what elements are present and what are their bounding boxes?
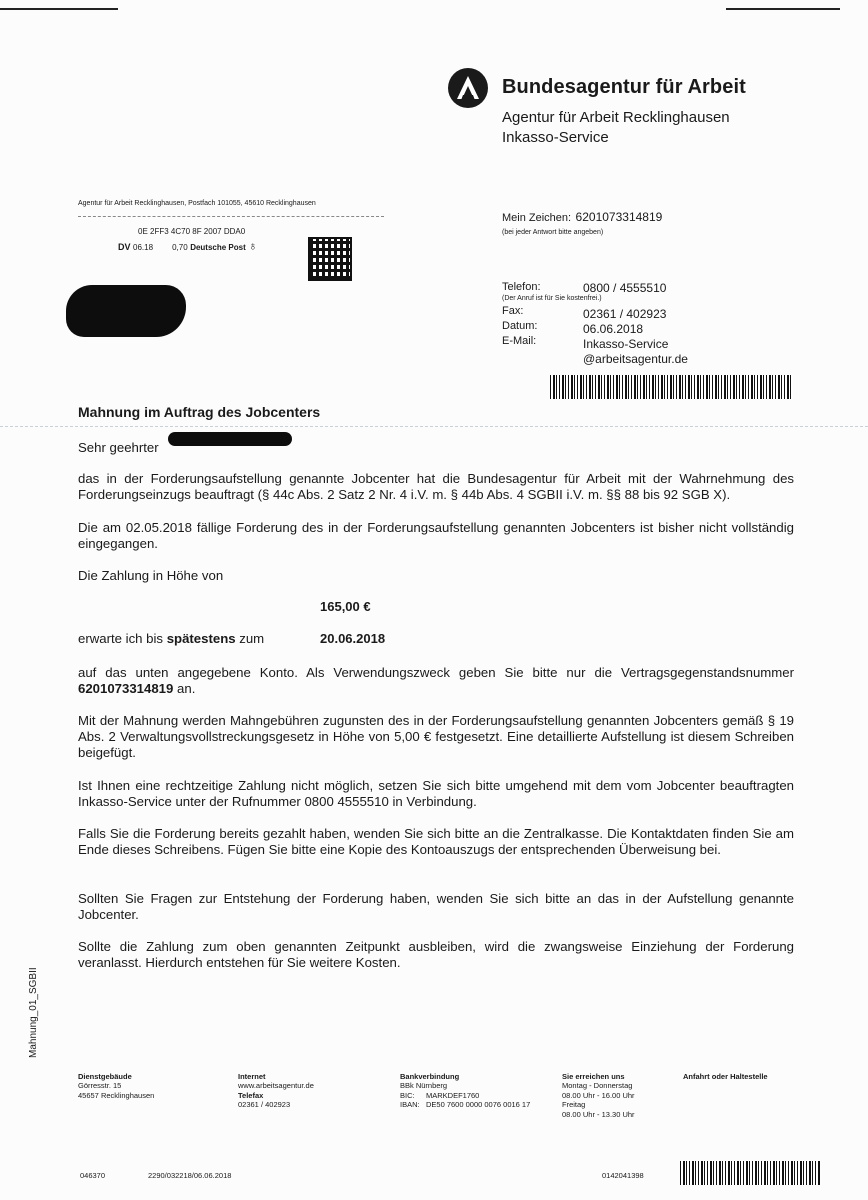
- paragraph-5: Ist Ihnen eine rechtzeitige Zahlung nicht möglich, setzen Sie sich bitte umgehend mit dem vom Jobcenter beauftragten Inkasso-Service unter der Rufnummer 0800 4555510 in Verbindung.: [78, 778, 794, 809]
- date-value: 06.06.2018: [583, 322, 644, 336]
- footer-bank-heading: Bankverbindung: [400, 1072, 460, 1081]
- due-date: 20.06.2018: [320, 631, 386, 646]
- top-edge-line-left: [0, 8, 118, 10]
- postage-code: 0E 2FF3 4C70 8F 2007 DDA0: [138, 227, 246, 236]
- footer-iban-label: IBAN:: [400, 1100, 420, 1109]
- reference-note: (bei jeder Antwort bitte angeben): [502, 229, 604, 236]
- footer-bic: MARKDEF1760: [426, 1090, 480, 1100]
- paragraph-3-end: an.: [173, 681, 196, 696]
- footer-bank: [400, 1072, 530, 1110]
- footer-telefax: 02361 / 402923: [238, 1099, 291, 1109]
- footer-office-street: Görresstr. 15: [78, 1081, 122, 1090]
- letter-subject: Mahnung im Auftrag des Jobcenters: [78, 404, 321, 420]
- expect-prefix: erwarte ich bis: [78, 631, 167, 646]
- payment-intro: Die Zahlung in Höhe von: [78, 568, 224, 583]
- footer-iban-line: [400, 1100, 530, 1110]
- department-name: Inkasso-Service: [502, 129, 609, 146]
- email-label: E-Mail:: [502, 335, 537, 347]
- paragraph-7: Sollten Sie Fragen zur Entstehung der Forderung haben, wenden Sie sich bitte an das in der Aufstellung genannte Jobcenter.: [78, 891, 794, 922]
- footer-code-a: 046370: [80, 1171, 106, 1180]
- footer-iban: DE50 7600 0000 0076 0016 17: [426, 1100, 531, 1109]
- footer-bic-label: BIC:: [400, 1090, 415, 1100]
- footer-telefax-heading: Telefax: [238, 1090, 264, 1100]
- paragraph-3: [78, 665, 794, 697]
- reference-line: [502, 208, 662, 226]
- expect-line: [78, 631, 264, 646]
- footer-code-b: 2290/032218/06.06.2018: [148, 1171, 232, 1180]
- post-horn-icon: ♁: [248, 239, 258, 253]
- paragraph-2: Die am 02.05.2018 fällige Forderung des in der Forderungsaufstellung genannten Jobcenters ist bisher nicht vollständig eingegangen.: [78, 520, 794, 551]
- recipient-redaction: [66, 285, 186, 337]
- fax-label: Fax:: [502, 305, 524, 317]
- footer-internet-heading: Internet: [238, 1072, 266, 1081]
- expect-suffix: zum: [235, 631, 265, 646]
- footer-hours-2: 08.00 Uhr - 16.00 Uhr: [562, 1090, 635, 1100]
- footer-bank-name: BBk Nürnberg: [400, 1081, 448, 1090]
- phone-note: (Der Anruf ist für Sie kostenfrei.): [502, 295, 602, 302]
- form-id-side-label: Mahnung_01_SGBII: [28, 967, 39, 1058]
- footer-office-heading: Dienstgebäude: [78, 1072, 132, 1081]
- footer-code-c: 0142041398: [602, 1171, 644, 1180]
- footer-hours-4: 08.00 Uhr - 13.30 Uhr: [562, 1109, 635, 1119]
- fax-value: 02361 / 402923: [583, 307, 667, 321]
- sender-address-line: Agentur für Arbeit Recklinghausen, Postfach 101055, 45610 Recklinghausen: [78, 200, 316, 207]
- date-label: Datum:: [502, 320, 538, 332]
- footer-bic-line: [400, 1091, 530, 1101]
- email-line-2: @arbeitsagentur.de: [583, 352, 688, 366]
- salutation: Sehr geehrter: [78, 440, 159, 455]
- agency-logo-icon: [448, 68, 488, 108]
- paragraph-4: Mit der Mahnung werden Mahngebühren zugunsten des in der Forderungsaufstellung genannten Jobcenters gemäß § 19 Abs. 2 Verwaltungsvollstreckungsgesetz in Höhe von 5,00 € festgesetzt. Eine detaillierte Aufstellung ist diesem Schreiben beigefügt.: [78, 713, 794, 760]
- payment-amount: 165,00 €: [320, 599, 371, 614]
- paragraph-1: das in der Forderungsaufstellung genannte Jobcenter hat die Bundesagentur für Arbeit mit der Wahrnehmung des Forderungseinzugs beauftragt (§ 44c Abs. 2 Satz 2 Nr. 4 i.V. m. § 44b Abs. 4 SGBII i.V. m. §§ 88 bis 92 SGB X).: [78, 471, 794, 502]
- reference-label: Mein Zeichen:: [502, 212, 572, 224]
- fold-mark: [0, 426, 868, 427]
- salutation-line: [78, 440, 159, 455]
- dv-label: DV: [118, 242, 131, 252]
- salutation-name-redaction: [168, 432, 292, 446]
- paragraph-3-text: auf das unten angegebene Konto. Als Verwendungszweck geben Sie bitte nur die Vertragsgegenstandsnummer: [78, 665, 794, 680]
- footer-transit-heading: Anfahrt oder Haltestelle: [683, 1072, 768, 1081]
- postage-line: [118, 239, 257, 253]
- contract-number: 6201073314819: [78, 681, 174, 696]
- expect-bold: spätestens: [166, 631, 236, 646]
- footer-office: [78, 1072, 154, 1100]
- email-line-1: Inkasso-Service: [583, 337, 669, 351]
- agency-logo: [448, 68, 488, 108]
- reference-value: 6201073314819: [575, 210, 663, 224]
- footer-hours-1: Montag - Donnerstag: [562, 1081, 633, 1090]
- phone-label: Telefon:: [502, 281, 541, 293]
- postage-amount: 0,70: [172, 243, 188, 252]
- dv-date: 06.18: [133, 243, 154, 252]
- footer-hours: [562, 1072, 635, 1119]
- footer-transit: [683, 1072, 768, 1081]
- agency-name: Agentur für Arbeit Recklinghausen: [502, 109, 730, 126]
- postage-matrix-code: [308, 237, 352, 281]
- paragraph-6: Falls Sie die Forderung bereits gezahlt haben, wenden Sie sich bitte an die Zentralkasse. Die Kontaktdaten finden Sie am Ende dieses Schreibens. Fügen Sie bitte eine Kopie des Kontoauszugs der entsprechenden Überweisung bei.: [78, 826, 794, 857]
- footer-hours-3: Freitag: [562, 1100, 586, 1109]
- footer-website: www.arbeitsagentur.de: [238, 1081, 314, 1090]
- footer-office-city: 45657 Recklinghausen: [78, 1090, 155, 1100]
- letter-barcode: [550, 375, 793, 399]
- footer-hours-heading: Sie erreichen uns: [562, 1072, 625, 1081]
- brand-name: Bundesagentur für Arbeit: [502, 76, 746, 98]
- footer-barcode: [680, 1161, 820, 1185]
- footer-internet: [238, 1072, 314, 1109]
- top-edge-line-right: [726, 8, 840, 10]
- paragraph-8: Sollte die Zahlung zum oben genannten Zeitpunkt ausbleiben, wird die zwangsweise Einziehung der Forderung veranlasst. Hierdurch entstehen für Sie weitere Kosten.: [78, 939, 794, 970]
- phone-value: 0800 / 4555510: [583, 281, 667, 295]
- postage-carrier: Deutsche Post: [190, 243, 246, 252]
- sender-divider: [78, 216, 384, 217]
